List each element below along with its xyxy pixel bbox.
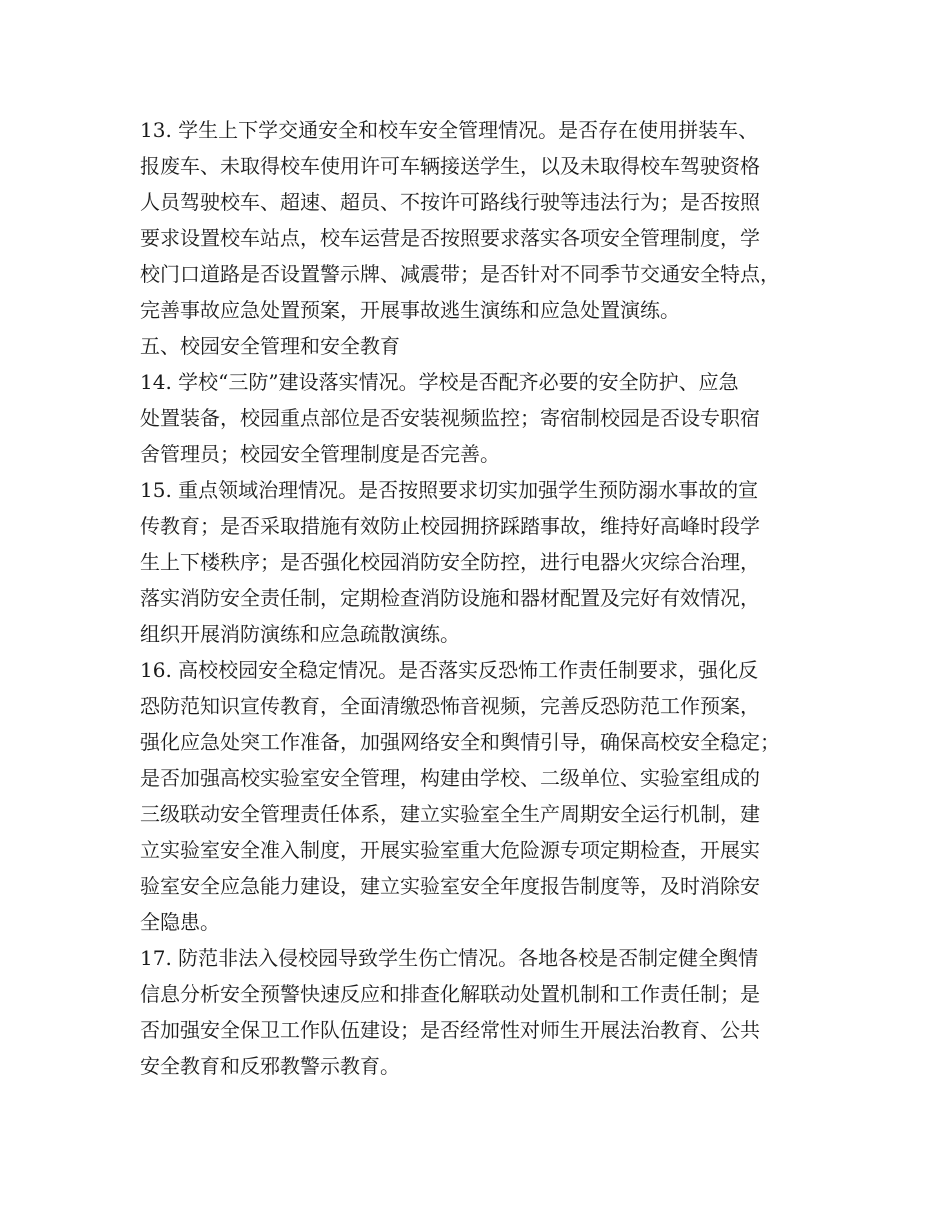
- text-line: 全隐患。: [140, 910, 220, 934]
- text-line: 17. 防范非法入侵校园导致学生伤亡情况。各地各校是否制定健全舆情: [140, 946, 759, 970]
- text-line: 组织开展消防演练和应急疏散演练。: [140, 622, 460, 646]
- text-line: 14. 学校“三防”建设落实情况。学校是否配齐必要的安全防护、应急: [140, 370, 739, 394]
- text-line: 落实消防安全责任制，定期检查消防设施和器材配置及完好有效情况，: [140, 586, 760, 610]
- text-line: 处置装备，校园重点部位是否安装视频监控；寄宿制校园是否设专职宿: [140, 406, 760, 430]
- text-line: 安全教育和反邪教警示教育。: [140, 1054, 400, 1078]
- text-line: 13. 学生上下学交通安全和校车安全管理情况。是否存在使用拼装车、: [140, 118, 759, 142]
- text-line: 恐防范知识宣传教育，全面清缴恐怖音视频，完善反恐防范工作预案，: [140, 694, 760, 718]
- text-line: 校门口道路是否设置警示牌、减震带；是否针对不同季节交通安全特点，: [140, 262, 780, 286]
- text-line: 人员驾驶校车、超速、超员、不按许可路线行驶等违法行为；是否按照: [140, 190, 760, 214]
- text-line: 15. 重点领域治理情况。是否按照要求切实加强学生预防溺水事故的宣: [140, 478, 759, 502]
- text-line: 舍管理员；校园安全管理制度是否完善。: [140, 442, 500, 466]
- text-line: 否加强安全保卫工作队伍建设；是否经常性对师生开展法治教育、公共: [140, 1018, 760, 1042]
- text-line: 报废车、未取得校车使用许可车辆接送学生，以及未取得校车驾驶资格: [140, 154, 760, 178]
- text-line: 强化应急处突工作准备，加强网络安全和舆情引导，确保高校安全稳定；: [140, 730, 780, 754]
- text-line: 16. 高校校园安全稳定情况。是否落实反恐怖工作责任制要求，强化反: [140, 658, 759, 682]
- text-line: 是否加强高校实验室安全管理，构建由学校、二级单位、实验室组成的: [140, 766, 760, 790]
- document-body: [140, 112, 840, 1084]
- text-line: 要求设置校车站点，校车运营是否按照要求落实各项安全管理制度，学: [140, 226, 760, 250]
- text-line: 验室安全应急能力建设，建立实验室安全年度报告制度等，及时消除安: [140, 874, 760, 898]
- text-line: 完善事故应急处置预案，开展事故逃生演练和应急处置演练。: [140, 298, 680, 322]
- text-line: 传教育；是否采取措施有效防止校园拥挤踩踏事故，维持好高峰时段学: [140, 514, 760, 538]
- text-line: 立实验室安全准入制度，开展实验室重大危险源专项定期检查，开展实: [140, 838, 760, 862]
- text-line: 三级联动安全管理责任体系，建立实验室全生产周期安全运行机制，建: [140, 802, 760, 826]
- section-heading: 五、校园安全管理和安全教育: [140, 334, 400, 358]
- text-line: 信息分析安全预警快速反应和排查化解联动处置机制和工作责任制；是: [140, 982, 760, 1006]
- text-line: 生上下楼秩序；是否强化校园消防安全防控，进行电器火灾综合治理，: [140, 550, 760, 574]
